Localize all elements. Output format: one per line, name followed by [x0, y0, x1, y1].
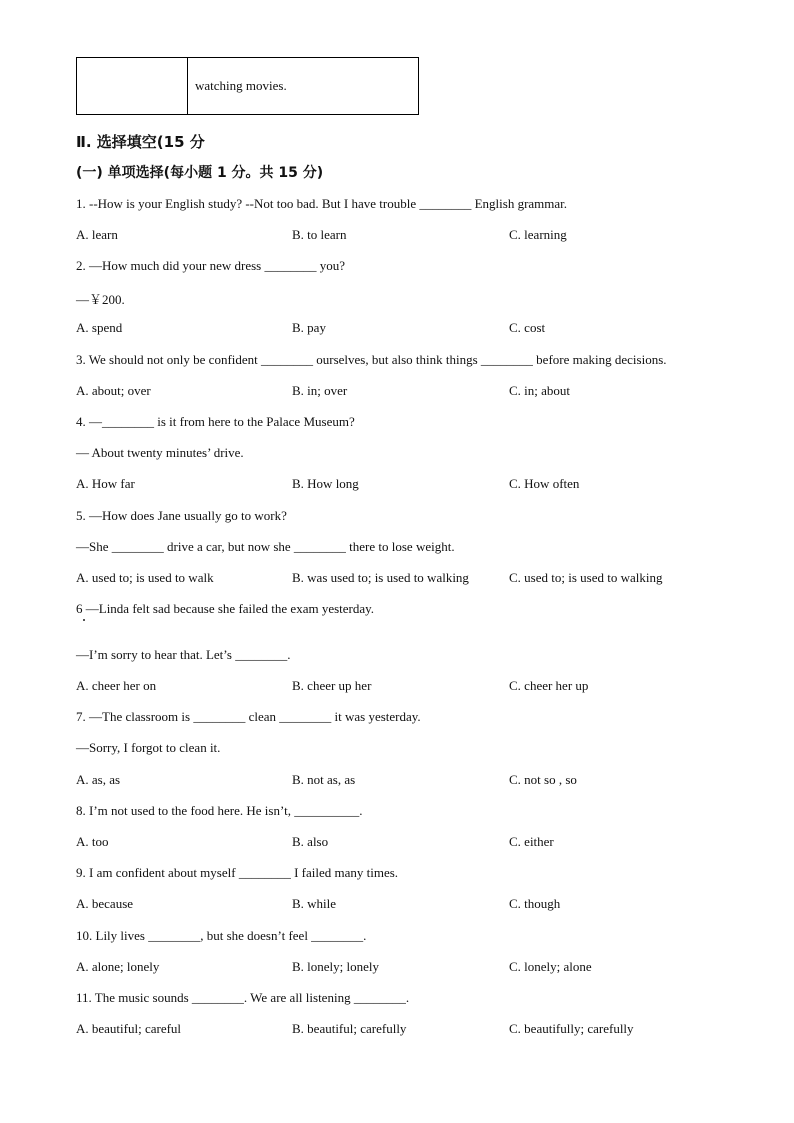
- table-row: [77, 58, 419, 115]
- stray-dot: [83, 619, 85, 621]
- question-6-line-2: —I’m sorry to hear that. Let’s ________.: [76, 647, 291, 662]
- question-5-line-1: 5. —How does Jane usually go to work?: [76, 508, 287, 523]
- question-3-option-b[interactable]: B. in; over: [292, 383, 348, 398]
- question-11-option-c[interactable]: C. beautifully; carefully: [509, 1021, 634, 1036]
- question-2-line-1: 2. —How much did your new dress ________ you?: [76, 258, 345, 273]
- question-1-option-c[interactable]: C. learning: [509, 227, 567, 242]
- question-5-option-a[interactable]: A. used to; is used to walk: [76, 570, 214, 585]
- question-11-option-a[interactable]: A. beautiful; careful: [76, 1021, 182, 1036]
- question-4-option-a[interactable]: A. How far: [76, 476, 135, 491]
- question-8-line-1: 8. I’m not used to the food here. He isn’t, __________.: [76, 803, 363, 818]
- question-6-option-c[interactable]: C. cheer her up: [509, 678, 589, 693]
- question-1-line-1: 1. --How is your English study? --Not too bad. But I have trouble ________ English grammar.: [76, 196, 568, 211]
- question-6-option-b[interactable]: B. cheer up her: [292, 678, 372, 693]
- table-cell: [77, 58, 188, 115]
- question-3-line-1: 3. We should not only be confident ________ ourselves, but also think things ________ before making decisions.: [76, 352, 667, 367]
- question-5-line-2: —She ________ drive a car, but now she ________ there to lose weight.: [76, 539, 455, 554]
- question-7-option-b[interactable]: B. not as, as: [292, 772, 356, 787]
- question-1-option-b[interactable]: B. to learn: [292, 227, 347, 242]
- question-9-option-c[interactable]: C. though: [509, 896, 561, 911]
- question-11-line-1: 11. The music sounds ________. We are all listening ________.: [76, 990, 410, 1005]
- question-10-option-b[interactable]: B. lonely; lonely: [292, 959, 380, 974]
- question-7-line-1: 7. —The classroom is ________ clean ________ it was yesterday.: [76, 709, 421, 724]
- question-4-line-2: — About twenty minutes’ drive.: [76, 445, 244, 460]
- question-7-option-a[interactable]: A. as, as: [76, 772, 121, 787]
- question-9-line-1: 9. I am confident about myself ________ I failed many times.: [76, 865, 399, 880]
- question-10-option-a[interactable]: A. alone; lonely: [76, 959, 160, 974]
- question-2-line-2: —￥200.: [76, 292, 125, 307]
- subsection-title: (一) 单项选择(每小题 1 分。共 15 分): [76, 165, 324, 181]
- question-9-option-a[interactable]: A. because: [76, 896, 134, 911]
- question-7-line-2: —Sorry, I forgot to clean it.: [76, 740, 221, 755]
- question-9-option-b[interactable]: B. while: [292, 896, 337, 911]
- question-3-option-a[interactable]: A. about; over: [76, 383, 151, 398]
- section-title: Ⅱ. 选择填空(15 分: [76, 133, 205, 151]
- question-4-option-c[interactable]: C. How often: [509, 476, 580, 491]
- question-10-line-1: 10. Lily lives ________, but she doesn’t feel ________.: [76, 928, 367, 943]
- question-2-option-b[interactable]: B. pay: [292, 320, 326, 335]
- question-2-option-c[interactable]: C. cost: [509, 320, 546, 335]
- question-5-option-b[interactable]: B. was used to; is used to walking: [292, 570, 469, 585]
- question-10-option-c[interactable]: C. lonely; alone: [509, 959, 592, 974]
- question-4-option-b[interactable]: B. How long: [292, 476, 359, 491]
- question-6-option-a[interactable]: A. cheer her on: [76, 678, 157, 693]
- question-1-option-a[interactable]: A. learn: [76, 227, 118, 242]
- question-3-option-c[interactable]: C. in; about: [509, 383, 571, 398]
- question-8-option-a[interactable]: A. too: [76, 834, 109, 849]
- answer-table: [76, 57, 419, 115]
- question-8-option-c[interactable]: C. either: [509, 834, 554, 849]
- question-2-option-a[interactable]: A. spend: [76, 320, 123, 335]
- question-5-option-c[interactable]: C. used to; is used to walking: [509, 570, 663, 585]
- question-11-option-b[interactable]: B. beautiful; carefully: [292, 1021, 407, 1036]
- question-7-option-c[interactable]: C. not so , so: [509, 772, 577, 787]
- question-6-line-1: 6 —Linda felt sad because she failed the exam yesterday.: [76, 601, 375, 616]
- question-8-option-b[interactable]: B. also: [292, 834, 329, 849]
- question-4-line-1: 4. —________ is it from here to the Palace Museum?: [76, 414, 355, 429]
- table-cell: watching movies.: [188, 58, 419, 115]
